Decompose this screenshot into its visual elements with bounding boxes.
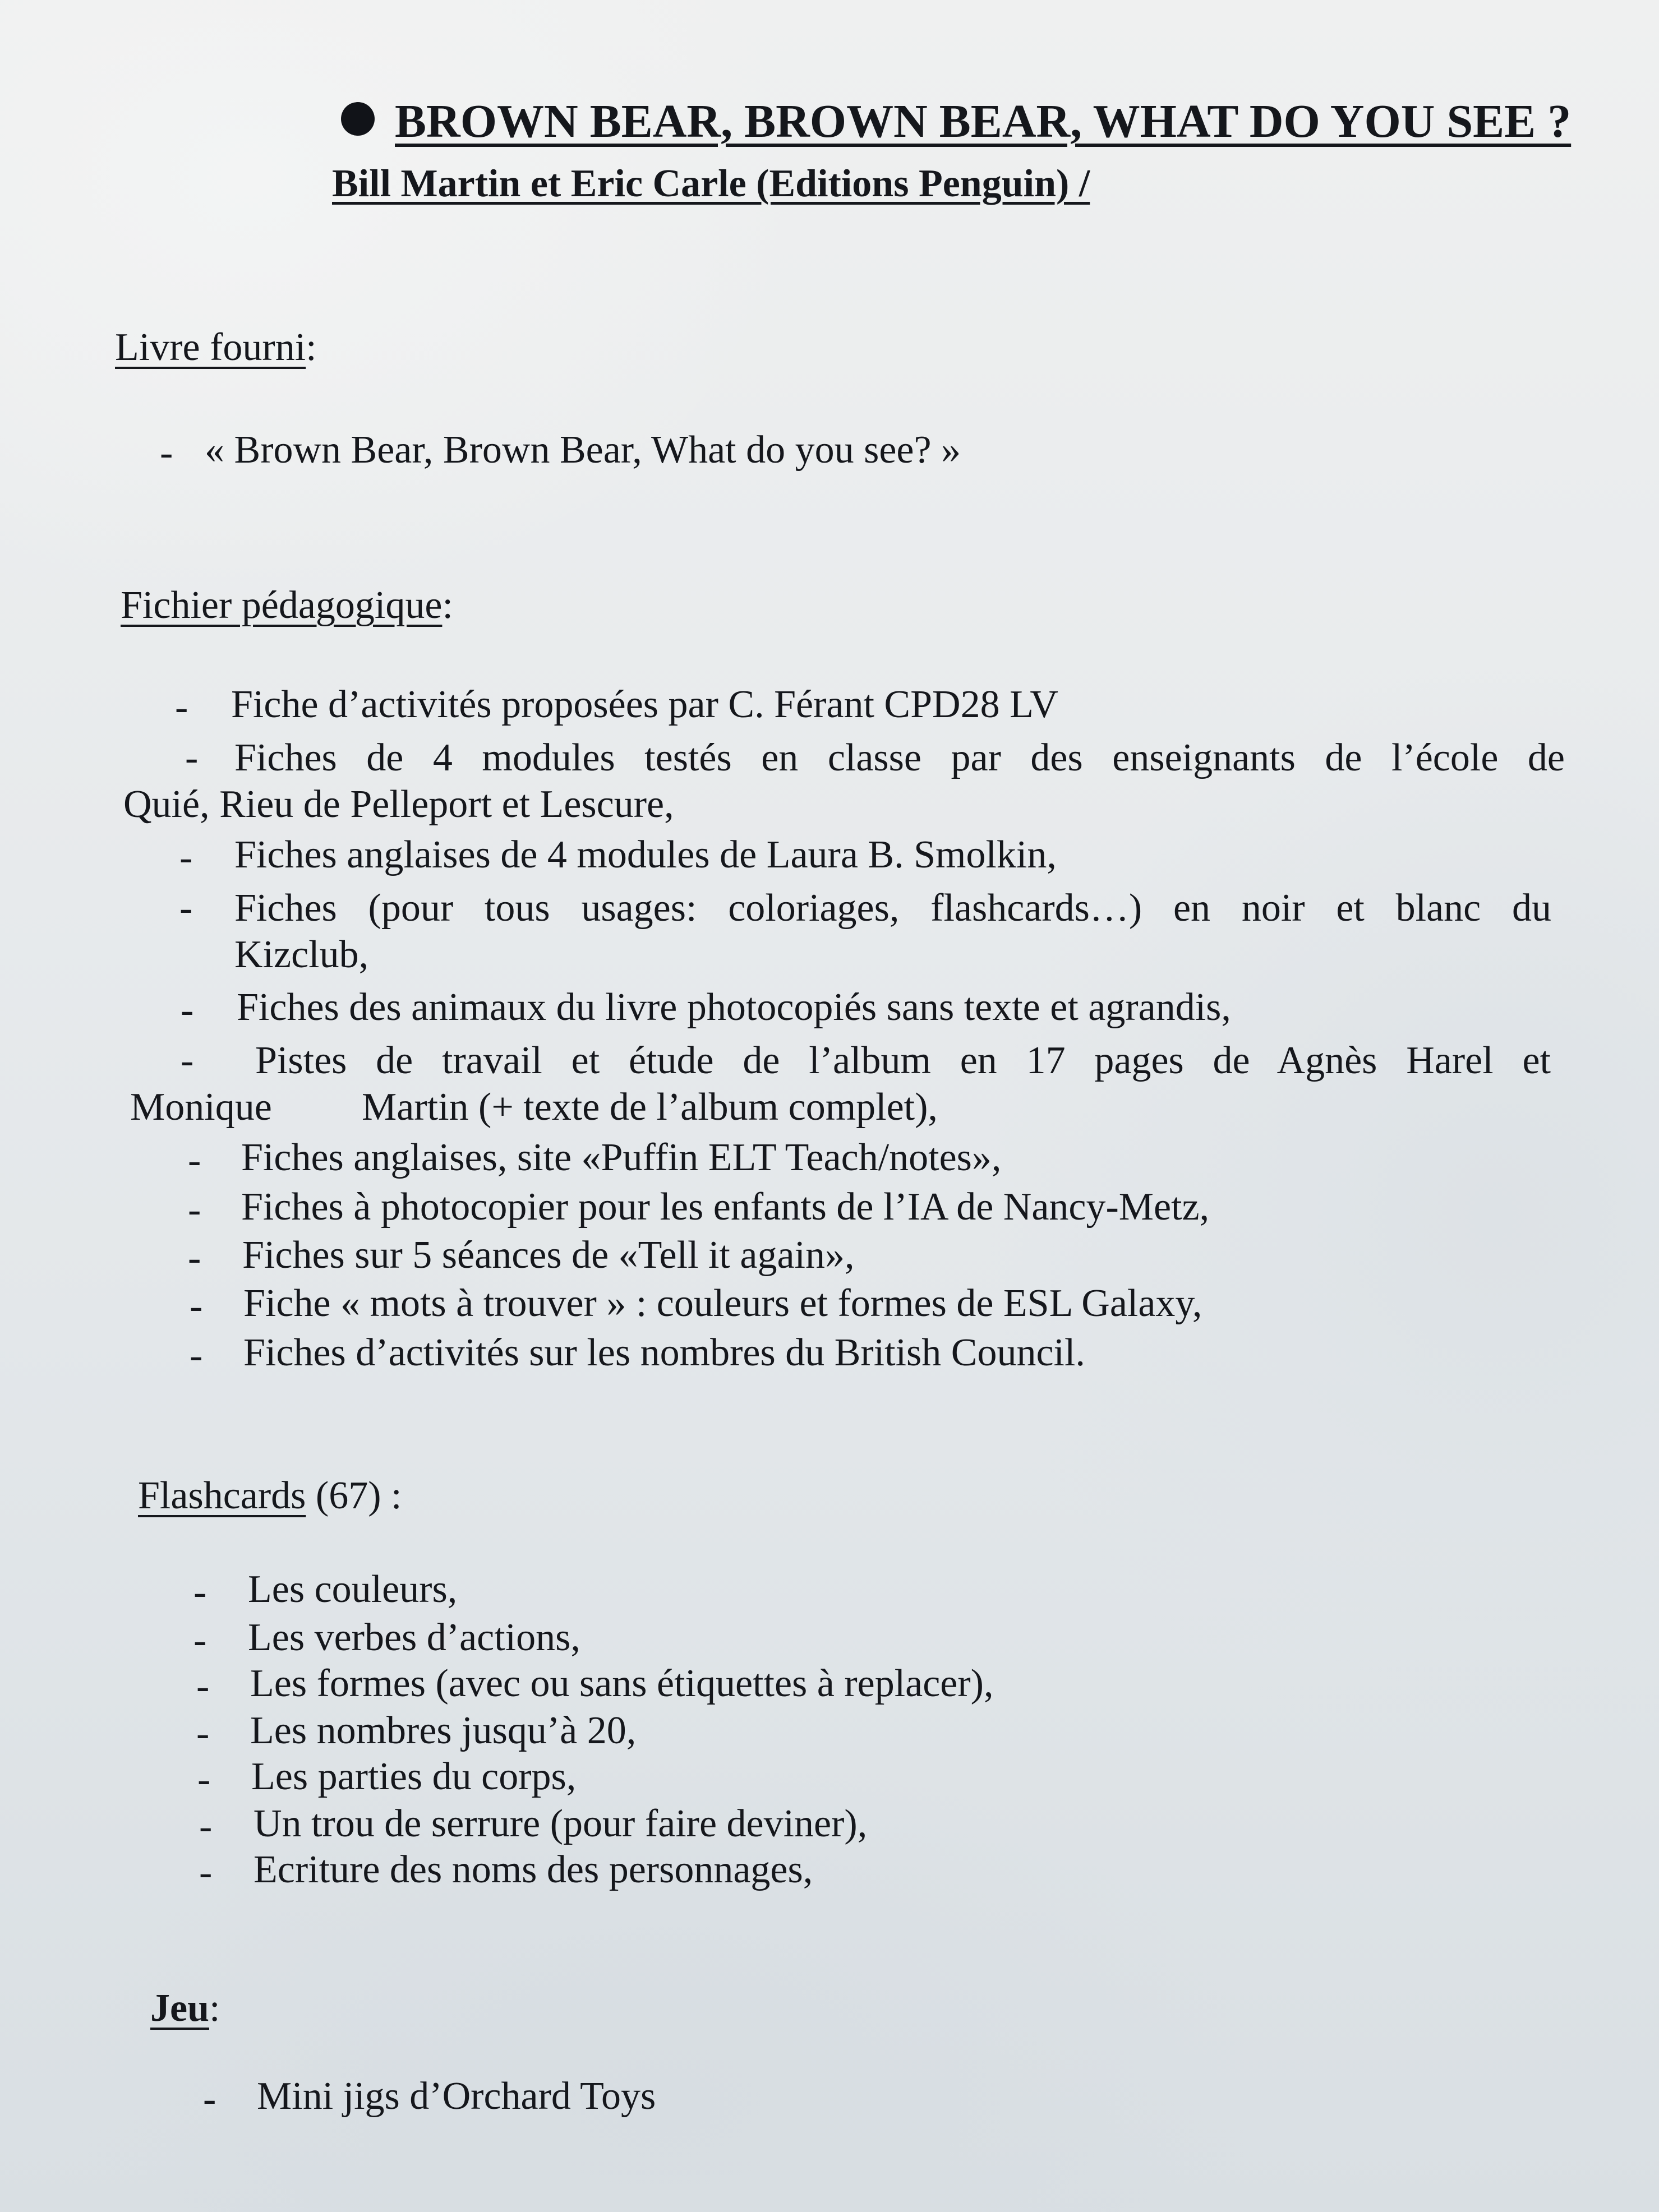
fichier-item-continuation: Kizclub, [234, 933, 369, 976]
fichier-item-continuation: Monique [130, 1086, 272, 1129]
fichier-item: Fiches (pour tous usages: coloriages, flashcards…) en noir et blanc du [234, 886, 1551, 930]
list-dash: - [181, 1039, 194, 1082]
document-title [341, 94, 1571, 149]
list-dash: - [188, 1188, 201, 1231]
section-heading-flashcards: Flashcards (67) : [138, 1474, 402, 1517]
fichier-item: Fiches d’activités sur les nombres du British Council. [243, 1331, 1085, 1374]
section-heading-jeu: Jeu: [150, 1987, 220, 2030]
document-title-text: BROWN BEAR, BROWN BEAR, WHAT DO YOU SEE ? [395, 95, 1572, 147]
flashcards-item: Ecriture des noms des personnages, [254, 1848, 813, 1891]
fichier-item: Pistes de travail et étude de l’album en 17 pages de Agnès Harel et [255, 1039, 1551, 1082]
list-dash: - [196, 1665, 210, 1708]
fichier-item: Fiches anglaises de 4 modules de Laura B. Smolkin, [234, 833, 1057, 876]
flashcards-item: Les parties du corps, [251, 1755, 577, 1798]
fichier-item: Fiche d’activités proposées par C. Férant CPD28 LV [231, 683, 1058, 726]
list-dash: - [175, 686, 188, 729]
section-heading-livre: Livre fourni: [115, 326, 317, 369]
flashcards-item: Les nombres jusqu’à 20, [250, 1709, 637, 1752]
list-dash: - [160, 431, 173, 474]
list-dash: - [188, 1139, 201, 1182]
list-dash: - [193, 1571, 207, 1614]
fichier-item: Fiches des animaux du livre photocopiés sans texte et agrandis, [237, 986, 1231, 1029]
list-dash: - [199, 1851, 213, 1894]
list-dash: - [197, 1758, 211, 1801]
flashcards-item: Les couleurs, [248, 1568, 458, 1611]
jeu-item: Mini jigs d’Orchard Toys [257, 2075, 656, 2118]
fichier-item: Fiche « mots à trouver » : couleurs et formes de ESL Galaxy, [243, 1282, 1202, 1325]
list-dash: - [185, 736, 199, 779]
list-dash: - [196, 1712, 210, 1755]
fichier-item: Fiches de 4 modules testés en classe par des enseignants de l’école de [234, 736, 1565, 779]
document-authors: Bill Martin et Eric Carle (Editions Penguin) / [332, 162, 1090, 205]
filled-circle-bullet-icon [341, 102, 375, 136]
fichier-item: Fiches à photocopier pour les enfants de l’IA de Nancy-Metz, [241, 1185, 1210, 1229]
list-dash: - [179, 886, 193, 930]
section-heading-fichier: Fichier pédagogique: [121, 584, 453, 627]
fichier-item: Fiches sur 5 séances de «Tell it again», [242, 1234, 855, 1277]
list-dash: - [199, 1805, 213, 1848]
list-dash: - [203, 2077, 216, 2121]
list-dash: - [188, 1236, 201, 1280]
flashcards-item: Les verbes d’actions, [248, 1616, 580, 1659]
flashcards-item: Les formes (avec ou sans étiquettes à replacer), [250, 1662, 994, 1705]
list-dash: - [190, 1285, 203, 1328]
fichier-item-continuation: Martin (+ texte de l’album complet), [362, 1086, 938, 1129]
list-dash: - [181, 989, 194, 1032]
fichier-item-continuation: Quié, Rieu de Pelleport et Lescure, [123, 783, 674, 826]
flashcards-item: Un trou de serrure (pour faire deviner), [254, 1802, 868, 1845]
fichier-item: Fiches anglaises, site «Puffin ELT Teach/notes», [241, 1136, 1002, 1179]
list-dash: - [193, 1619, 207, 1662]
list-dash: - [190, 1334, 203, 1377]
livre-item: « Brown Bear, Brown Bear, What do you see? » [205, 428, 961, 472]
list-dash: - [179, 836, 193, 879]
